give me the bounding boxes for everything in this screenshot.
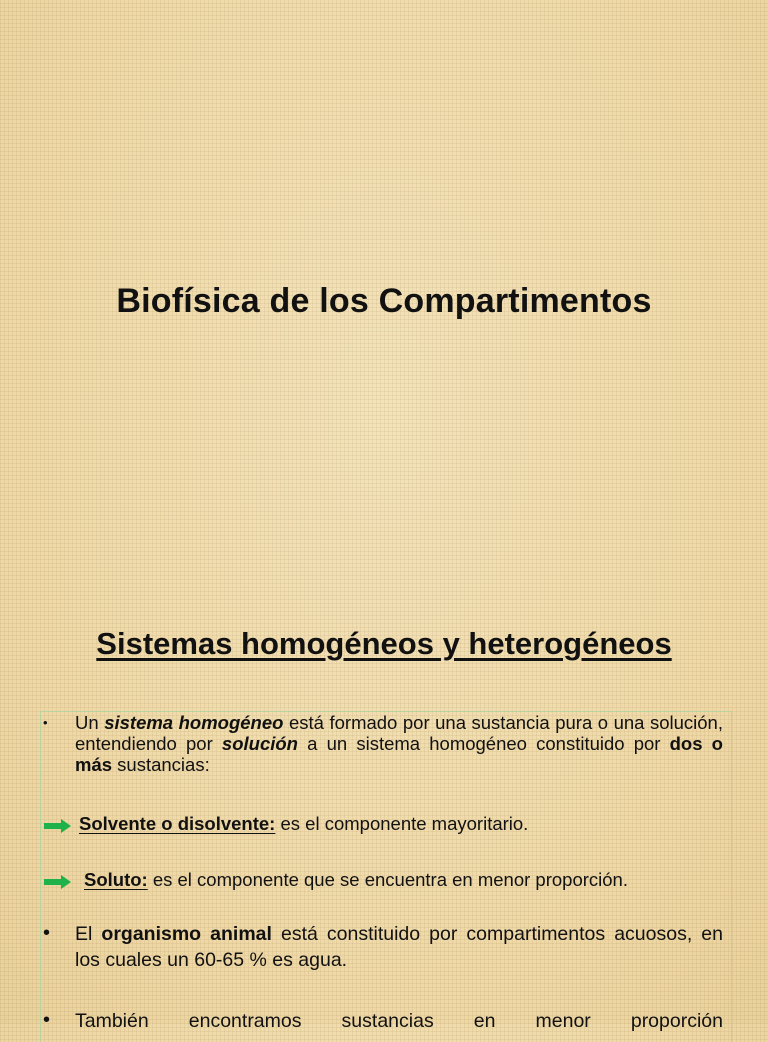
content-box — [40, 711, 732, 1042]
arrow-item-text: Solvente o disolvente: es el componente mayoritario. — [79, 813, 529, 834]
bullet-icon: • — [43, 715, 48, 730]
green-arrow-icon — [44, 819, 72, 833]
paragraph-text: El organismo animal está constituido por compartimentos acuosos, en los cuales un 60-65 % es agua. — [75, 923, 723, 971]
arrow-item-text: Soluto: es el componente que se encuentra en menor proporción. — [84, 869, 628, 890]
content-slide — [0, 590, 768, 1032]
paragraph-text: Un sistema homogéneo está formado por una sustancia pura o una solución, entendiendo por solución a un sistema homogéneo constituido por dos o más sustancias: — [75, 712, 723, 775]
slide-heading: Sistemas homogéneos y heterogéneos — [96, 626, 672, 661]
bullet-icon: • — [43, 922, 51, 944]
paragraph-text: También encontramos sustancias en menor proporción — [75, 1010, 723, 1032]
slide-title: Biofísica de los Compartimentos — [116, 282, 652, 320]
bullet-icon: • — [43, 1009, 51, 1031]
green-arrow-icon — [44, 875, 72, 889]
